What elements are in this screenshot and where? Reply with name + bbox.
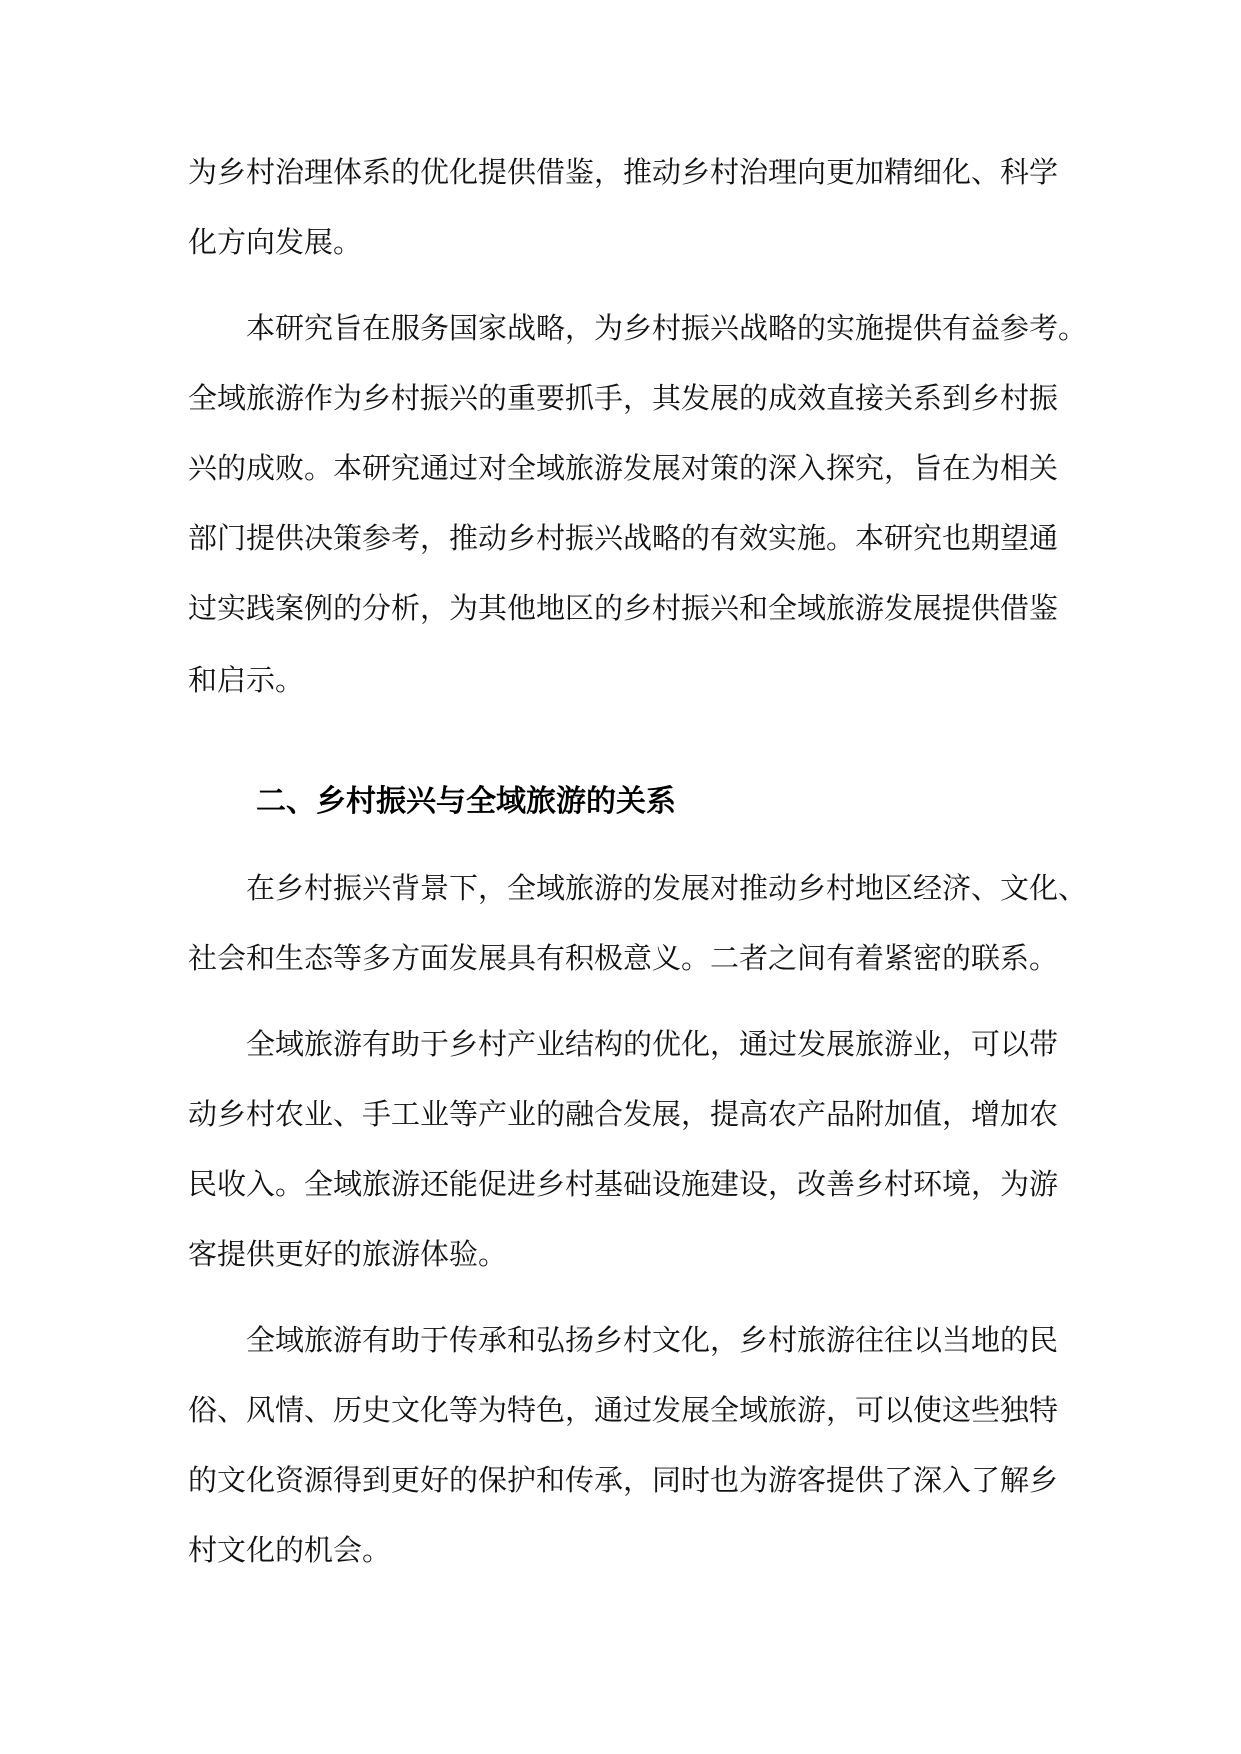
body-text-line: 全域旅游作为乡村振兴的重要抓手，其发展的成效直接关系到乡村振	[188, 381, 1059, 415]
body-text-line: 本研究旨在服务国家战略，为乡村振兴战略的实施提供有益参考。	[246, 311, 1088, 345]
body-text-line: 为乡村治理体系的优化提供借鉴，推动乡村治理向更加精细化、科学	[188, 155, 1059, 189]
body-text-line: 部门提供决策参考，推动乡村振兴战略的有效实施。本研究也期望通	[188, 521, 1059, 555]
body-text-line: 兴的成败。本研究通过对全域旅游发展对策的深入探究，旨在为相关	[188, 451, 1059, 485]
body-text-line: 全域旅游有助于传承和弘扬乡村文化，乡村旅游往往以当地的民	[246, 1323, 1059, 1357]
body-text-line: 在乡村振兴背景下，全域旅游的发展对推动乡村地区经济、文化、	[246, 871, 1088, 905]
body-text-line: 动乡村农业、手工业等产业的融合发展，提高农产品附加值，增加农	[188, 1097, 1059, 1131]
body-text-line: 的文化资源得到更好的保护和传承，同时也为游客提供了深入了解乡	[188, 1463, 1059, 1497]
body-text-line: 俗、风情、历史文化等为特色，通过发展全域旅游，可以使这些独特	[188, 1393, 1059, 1427]
section-heading: 二、乡村振兴与全域旅游的关系	[256, 784, 676, 819]
body-text-line: 过实践案例的分析，为其他地区的乡村振兴和全域旅游发展提供借鉴	[188, 591, 1059, 625]
body-text-line: 全域旅游有助于乡村产业结构的优化，通过发展旅游业，可以带	[246, 1027, 1059, 1061]
body-text-line: 客提供更好的旅游体验。	[188, 1237, 508, 1271]
body-text-line: 化方向发展。	[188, 225, 363, 259]
body-text-line: 和启示。	[188, 663, 305, 697]
body-text-line: 民收入。全域旅游还能促进乡村基础设施建设，改善乡村环境，为游	[188, 1167, 1059, 1201]
body-text-line: 村文化的机会。	[188, 1533, 392, 1567]
body-text-line: 社会和生态等多方面发展具有积极意义。二者之间有着紧密的联系。	[188, 941, 1059, 975]
